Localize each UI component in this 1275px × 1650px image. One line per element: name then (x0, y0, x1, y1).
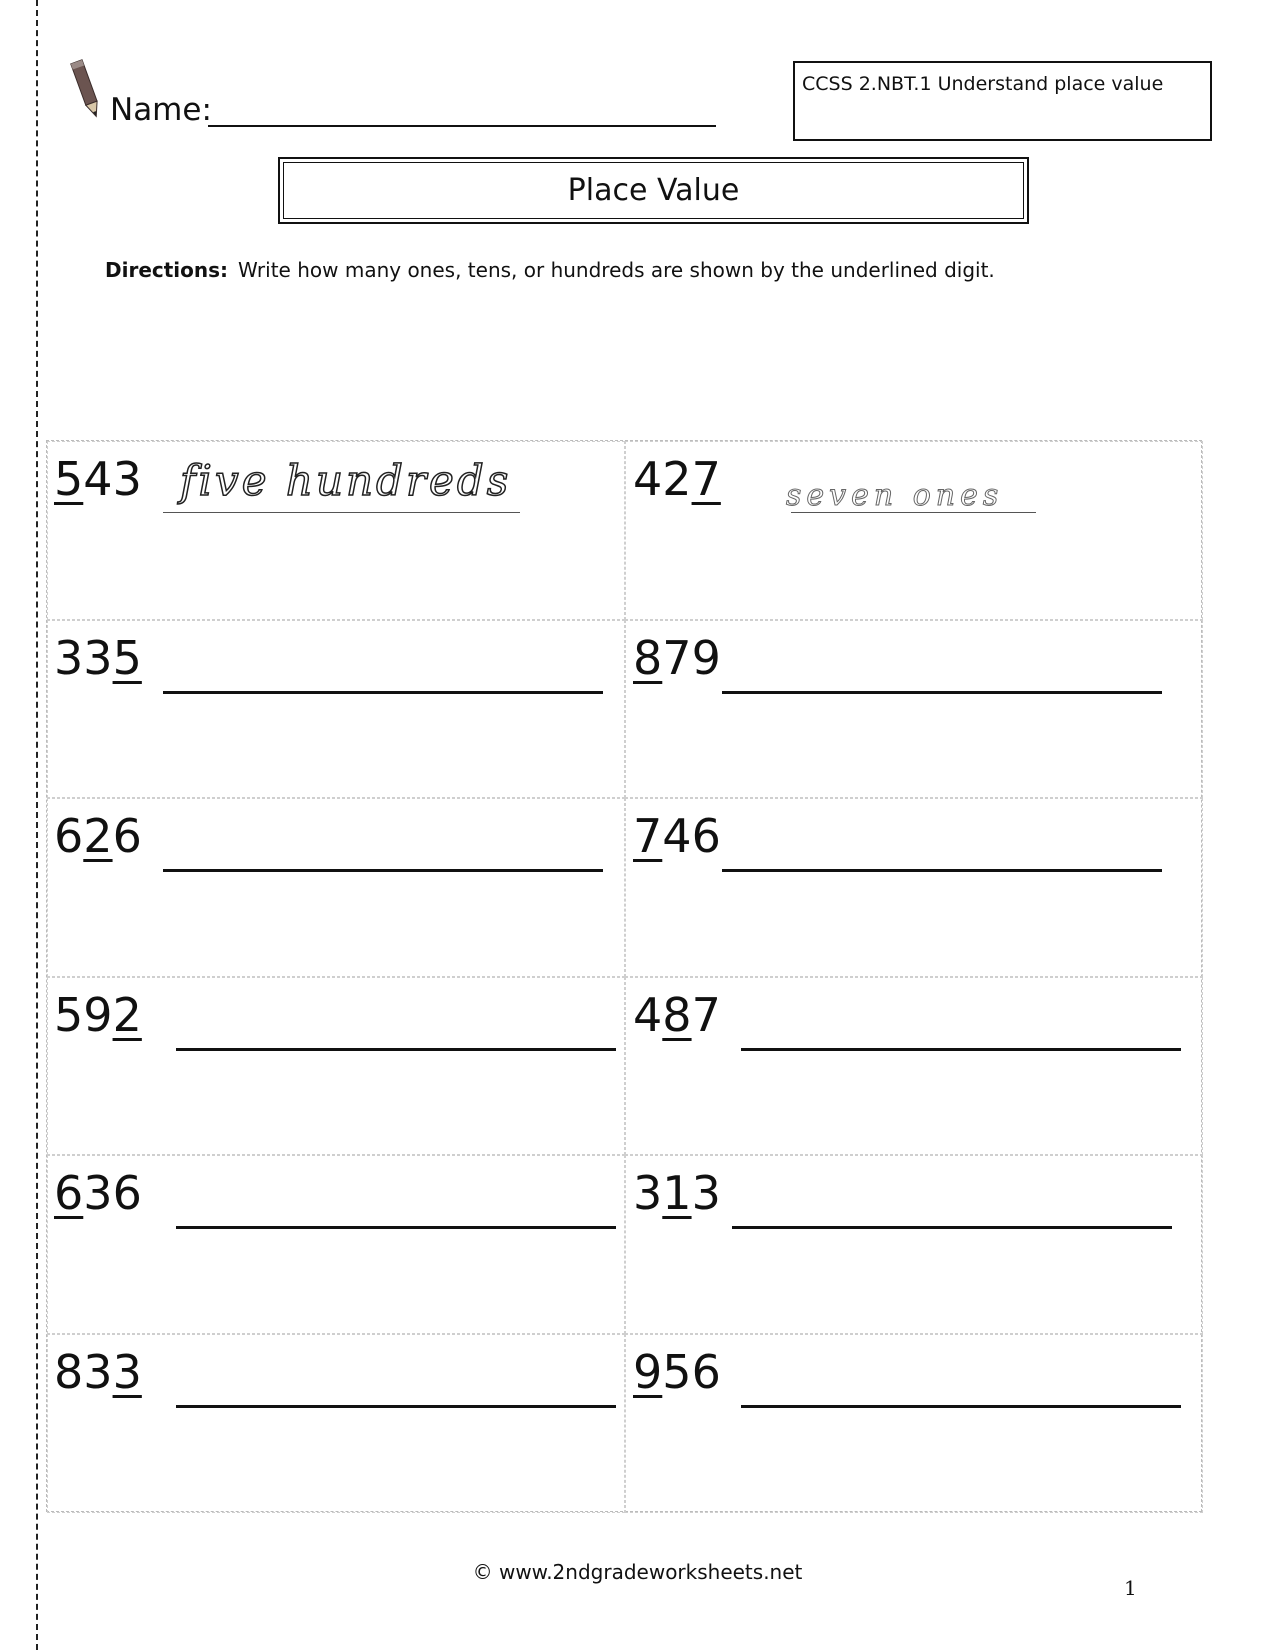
digit: 3 (112, 452, 142, 506)
problem-cell (625, 441, 1203, 620)
underlined-digit: 7 (633, 809, 663, 864)
answer-line[interactable] (732, 1226, 1172, 1229)
problem-cell (625, 798, 1203, 977)
copyright: © www.2ndgradeworksheets.net (472, 1560, 803, 1584)
directions-label: Directions: (105, 258, 229, 282)
digit: 2 (662, 452, 692, 506)
number (633, 987, 721, 1042)
pencil-icon (70, 56, 104, 126)
problem-cell (625, 620, 1203, 799)
number (54, 1344, 142, 1399)
number (54, 630, 142, 685)
number (633, 630, 721, 685)
number (633, 1344, 721, 1399)
underlined-digit: 6 (54, 1166, 84, 1221)
digit: 6 (112, 809, 142, 864)
answer-line[interactable] (722, 869, 1162, 872)
example-answer: five hundreds (180, 456, 512, 505)
problem-cell (625, 1334, 1203, 1513)
answer-line[interactable] (741, 1048, 1181, 1051)
digit: 3 (633, 1166, 663, 1221)
answer-line[interactable] (791, 512, 1036, 513)
digit: 3 (83, 630, 113, 685)
answer-line[interactable] (163, 512, 520, 513)
answer-line[interactable] (163, 691, 603, 694)
name-field[interactable] (208, 125, 716, 127)
digit: 9 (691, 630, 721, 685)
problem-cell (47, 798, 625, 977)
digit: 9 (83, 987, 113, 1042)
digit: 4 (83, 452, 113, 506)
number (633, 809, 721, 864)
digit: 6 (691, 1344, 721, 1399)
digit: 4 (633, 452, 663, 506)
digit: 6 (54, 809, 84, 864)
problem-cell (47, 1155, 625, 1334)
number (633, 452, 721, 506)
digit: 4 (633, 987, 663, 1042)
underlined-digit: 8 (662, 987, 692, 1042)
digit: 8 (54, 1344, 84, 1399)
directions-text: Write how many ones, tens, or hundreds are shown by the underlined digit. (238, 258, 995, 282)
page-number: 1 (1124, 1576, 1137, 1600)
digit: 3 (691, 1166, 721, 1221)
number (633, 1166, 721, 1221)
page-title: Place Value (283, 162, 1024, 219)
underlined-digit: 2 (112, 987, 142, 1042)
underlined-digit: 8 (633, 630, 663, 685)
standard-box: CCSS 2.NBT.1 Understand place value (793, 61, 1212, 141)
digit: 5 (54, 987, 84, 1042)
answer-line[interactable] (176, 1405, 616, 1408)
problem-cell (47, 1334, 625, 1513)
answer-line[interactable] (176, 1048, 616, 1051)
underlined-digit: 2 (83, 809, 113, 864)
digit: 7 (662, 630, 692, 685)
problem-grid (46, 440, 1202, 1512)
digit: 3 (83, 1344, 113, 1399)
digit: 3 (83, 1166, 113, 1221)
answer-line[interactable] (741, 1405, 1181, 1408)
name-label: Name: (110, 92, 212, 128)
underlined-digit: 1 (662, 1166, 692, 1221)
number (54, 809, 142, 864)
number (54, 1166, 142, 1221)
digit: 6 (691, 809, 721, 864)
underlined-digit: 7 (691, 452, 721, 506)
problem-cell (625, 977, 1203, 1156)
answer-line[interactable] (163, 869, 603, 872)
digit: 3 (54, 630, 84, 685)
problem-cell (47, 977, 625, 1156)
number (54, 987, 142, 1042)
title-box (278, 157, 1029, 224)
problem-cell (47, 441, 625, 620)
underlined-digit: 5 (54, 452, 84, 506)
problem-cell (47, 620, 625, 799)
digit: 4 (662, 809, 692, 864)
digit: 6 (112, 1166, 142, 1221)
digit: 7 (691, 987, 721, 1042)
problem-cell (625, 1155, 1203, 1334)
number (54, 452, 142, 506)
example-answer: seven ones (786, 478, 1004, 513)
underlined-digit: 5 (112, 630, 142, 685)
answer-line[interactable] (722, 691, 1162, 694)
underlined-digit: 9 (633, 1344, 663, 1399)
directions (105, 258, 995, 282)
cut-line (36, 0, 38, 1650)
answer-line[interactable] (176, 1226, 616, 1229)
underlined-digit: 3 (112, 1344, 142, 1399)
digit: 5 (662, 1344, 692, 1399)
